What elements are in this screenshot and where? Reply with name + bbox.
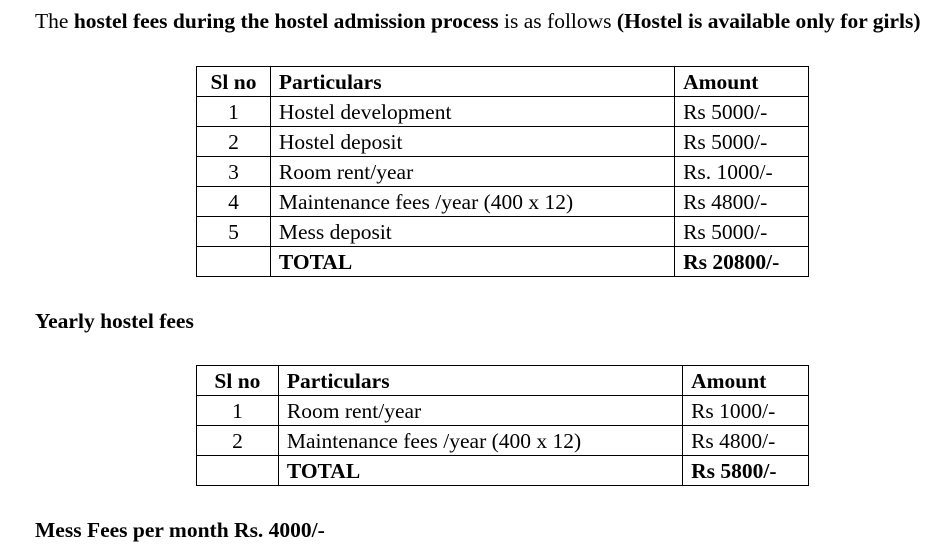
table-row — [197, 187, 809, 217]
empty-cell — [197, 456, 279, 486]
particular-cell: Mess deposit — [270, 217, 674, 247]
table-row — [197, 157, 809, 187]
header-amount: Amount — [683, 366, 809, 396]
total-amount: Rs 5800/- — [683, 456, 809, 486]
amount-cell: Rs 5000/- — [675, 127, 809, 157]
amount-cell: Rs 4800/- — [683, 426, 809, 456]
header-sl-no: Sl no — [197, 67, 271, 97]
total-row — [197, 456, 809, 486]
particular-cell: Maintenance fees /year (400 x 12) — [270, 187, 674, 217]
intro-paragraph — [35, 7, 921, 35]
sl-cell: 2 — [197, 127, 271, 157]
total-amount: Rs 20800/- — [675, 247, 809, 277]
header-particulars: Particulars — [278, 366, 682, 396]
total-label: TOTAL — [278, 456, 682, 486]
empty-cell — [197, 247, 271, 277]
yearly-fees-table — [196, 365, 809, 486]
amount-cell: Rs 5000/- — [675, 217, 809, 247]
table-row — [197, 217, 809, 247]
table-row — [197, 396, 809, 426]
sl-cell: 1 — [197, 97, 271, 127]
total-row — [197, 247, 809, 277]
amount-cell: Rs 4800/- — [675, 187, 809, 217]
table-row — [197, 97, 809, 127]
table-header-row — [197, 67, 809, 97]
sl-cell: 4 — [197, 187, 271, 217]
amount-cell: Rs 5000/- — [675, 97, 809, 127]
intro-bold-hostel-fees: hostel fees during the hostel admission process — [73, 9, 499, 33]
intro-prefix: The — [35, 9, 74, 33]
particular-cell: Hostel deposit — [270, 127, 674, 157]
table-row — [197, 127, 809, 157]
sl-cell: 3 — [197, 157, 271, 187]
admission-fees-table — [196, 66, 809, 277]
particular-cell: Room rent/year — [270, 157, 674, 187]
yearly-fees-heading: Yearly hostel fees — [35, 309, 194, 333]
particular-cell: Maintenance fees /year (400 x 12) — [278, 426, 682, 456]
header-particulars: Particulars — [270, 67, 674, 97]
particular-cell: Room rent/year — [278, 396, 682, 426]
table-row — [197, 426, 809, 456]
table-header-row — [197, 366, 809, 396]
header-sl-no: Sl no — [197, 366, 279, 396]
mess-fees-line: Mess Fees per month Rs. 4000/- — [35, 518, 325, 542]
sl-cell: 1 — [197, 396, 279, 426]
intro-bold-girls-only: (Hostel is available only for girls) — [616, 9, 921, 33]
total-label: TOTAL — [270, 247, 674, 277]
sl-cell: 2 — [197, 426, 279, 456]
sl-cell: 5 — [197, 217, 271, 247]
header-amount: Amount — [675, 67, 809, 97]
particular-cell: Hostel development — [270, 97, 674, 127]
amount-cell: Rs 1000/- — [683, 396, 809, 426]
amount-cell: Rs. 1000/- — [675, 157, 809, 187]
intro-middle: is as follows — [498, 9, 617, 33]
